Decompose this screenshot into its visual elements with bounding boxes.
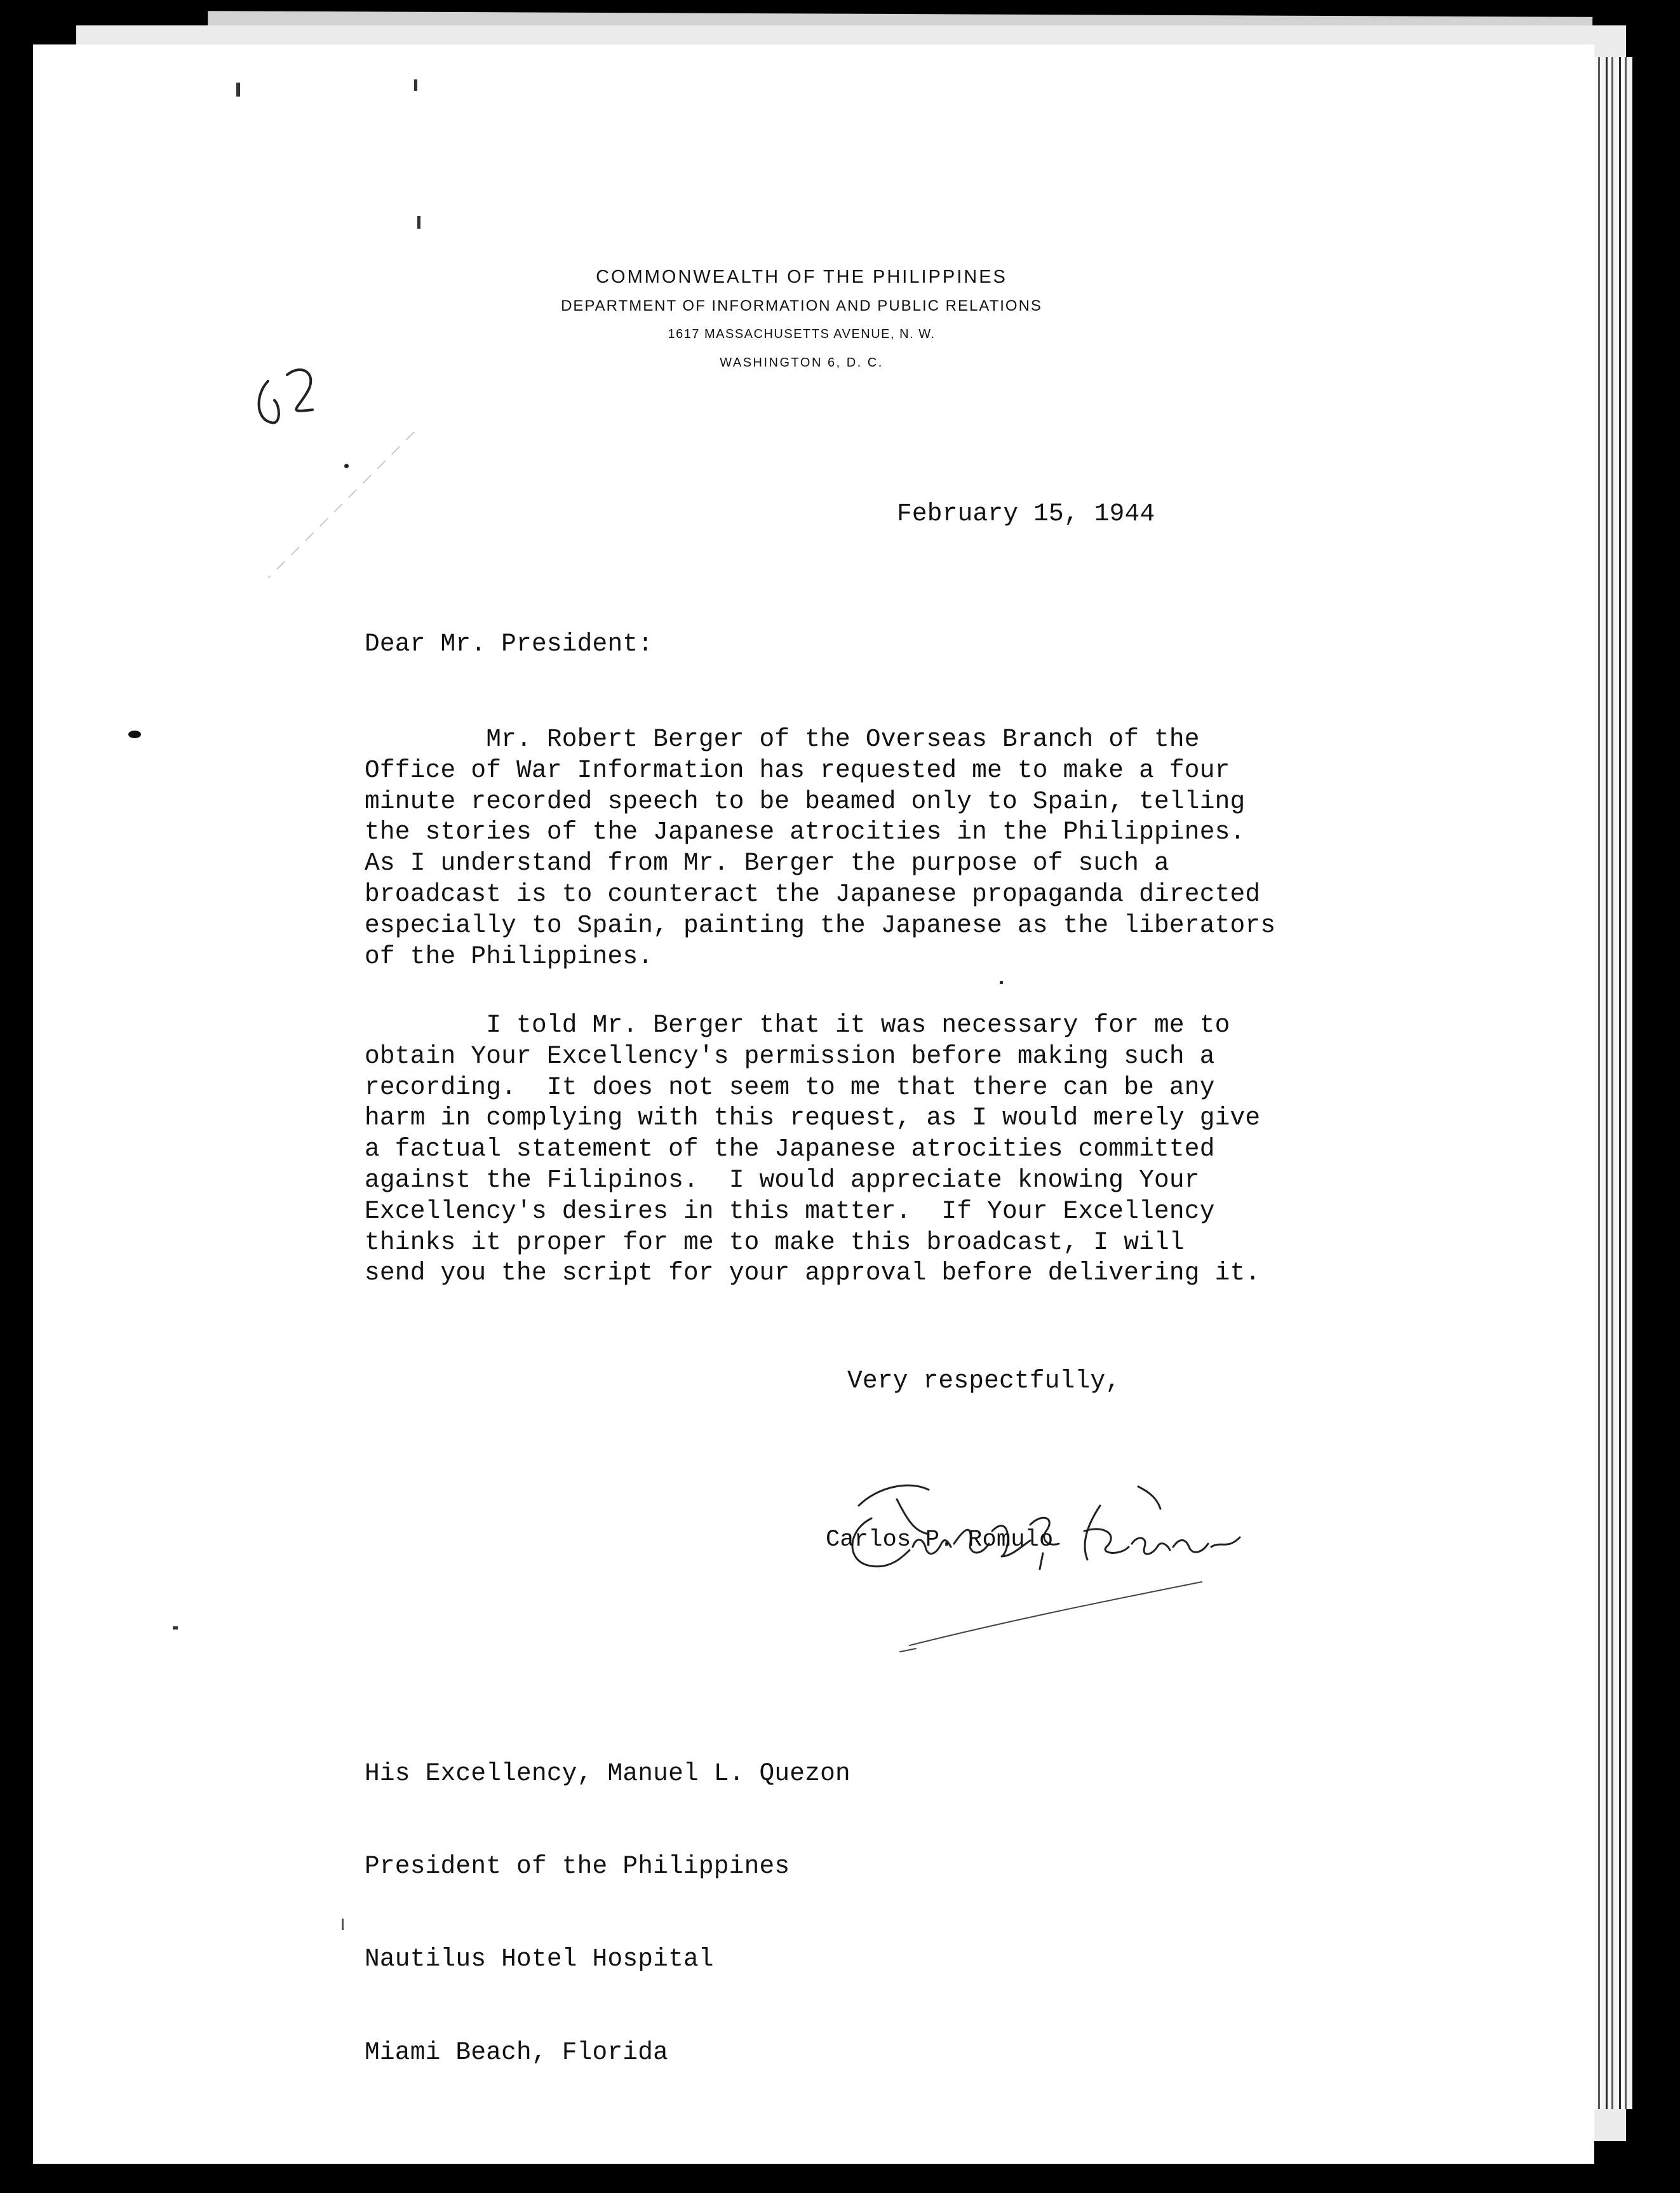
scan-speck — [414, 79, 417, 91]
scan-speck — [342, 1919, 344, 1930]
recipient-line: His Excellency, Manuel L. Quezon — [365, 1758, 850, 1788]
closing: Very respectfully, — [847, 1366, 1121, 1395]
letterhead-city: WASHINGTON 6, D. C. — [720, 356, 884, 370]
scan-speck — [344, 464, 349, 468]
letterhead-address: 1617 MASSACHUSETTS AVENUE, N. W. — [668, 327, 936, 341]
scan-speck — [236, 83, 240, 97]
body-paragraph-2: I told Mr. Berger that it was necessary for me to obtain Your Excellency's permission before making such a recording. It does not seem to me that there can be any harm in complying with this request, as I would merely give a factual statement of the Japanese atrocities committed against the Filipinos. I would appreciate knowing Your Excellency's desires in this matter. If Your Excellency thinks it proper for me to make this broadcast, I will send you the script for your approval before delivering it. — [365, 1011, 1261, 1288]
recipient-line: President of the Philippines — [365, 1851, 790, 1880]
scan-speck — [417, 216, 420, 229]
salutation: Dear Mr. President: — [365, 630, 654, 658]
recipient-line: Miami Beach, Florida — [365, 2037, 669, 2067]
typed-signature-name: Carlos P. Romulo — [826, 1527, 1054, 1553]
recipient-line: Nautilus Hotel Hospital — [365, 1945, 714, 1974]
letterhead-line-2: DEPARTMENT OF INFORMATION AND PUBLIC RELATIONS — [561, 297, 1042, 314]
scan-speck — [173, 1626, 178, 1630]
scan-speck — [1000, 981, 1003, 984]
scan-scratch-icon — [255, 413, 446, 604]
letter-date: February 15, 1944 — [897, 499, 1155, 528]
letter-page — [33, 44, 1594, 2164]
letterhead-line-1: COMMONWEALTH OF THE PHILIPPINES — [596, 267, 1007, 287]
scan-speck — [128, 731, 141, 738]
body-paragraph-1: Mr. Robert Berger of the Overseas Branch of the Office of War Information has requested me to make a four minute recorded speech to be beamed only to Spain, telling the stories of the Japanese atrocities in the Philippines. As I understand from Mr. Berger the purpose of such a broadcast is to counteract the Japanese propaganda directed especially to Spain, painting the Japanese as the liberators of the Philippines. — [365, 725, 1276, 971]
paper-stack-edges — [1594, 57, 1632, 2109]
recipient-address — [365, 1696, 850, 2130]
